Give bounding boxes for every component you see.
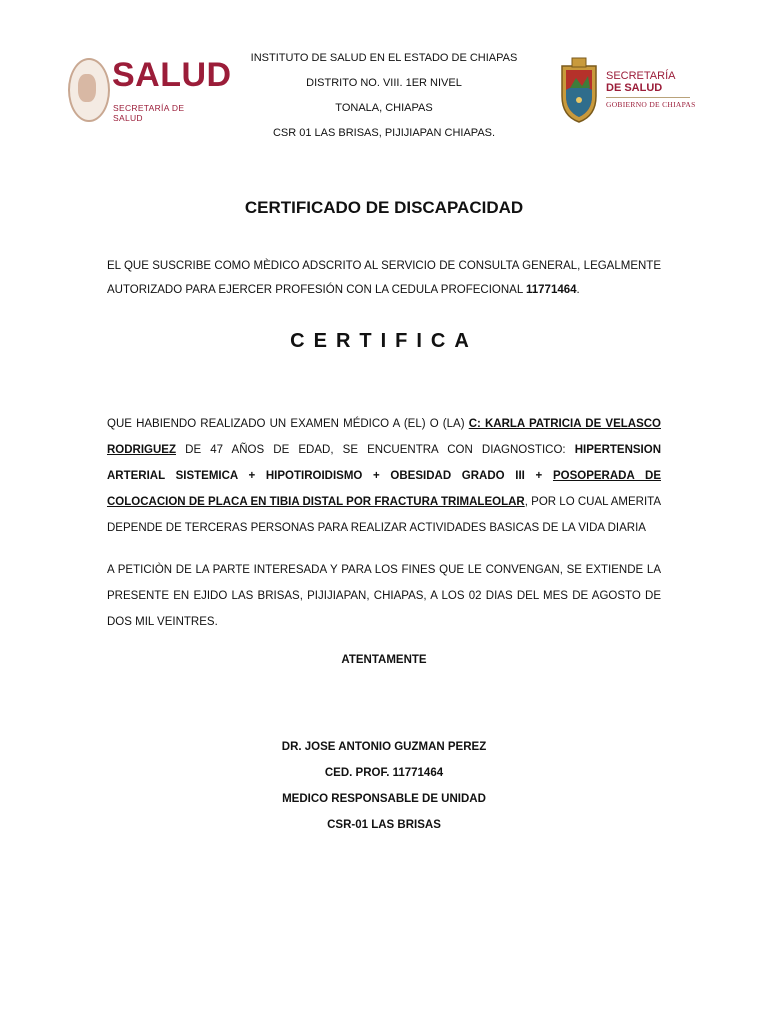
surgery-text: POSOPERADA DE COLOCACION DE PLACA EN TIBIA DISTAL POR FRACTURA TRIMALEOLAR (107, 470, 661, 508)
chiapas-shield-icon (558, 56, 600, 124)
diagnosis-text: HIPERTENSION ARTERIAL SISTEMICA + HIPOTIROIDISMO + OBESIDAD GRADO III + (107, 444, 661, 482)
chiapas-logo-line2: DE SALUD (606, 82, 663, 94)
intro-text: EL QUE SUSCRIBE COMO MÈDICO ADSCRITO AL SERVICIO DE CONSULTA GENERAL, LEGALMENTE AUTORIZADO PARA EJERCER PROFESIÓN CON LA CEDULA PROFECIONAL (107, 260, 661, 296)
diagnosis-paragraph (107, 411, 661, 541)
para1-text-3: , POR LO CUAL AMERITA DEPENDE DE TERCERAS PERSONAS PARA REALIZAR ACTIVIDADES BASICAS DE LA VIDA DIARIA (107, 496, 661, 534)
signature-block (0, 734, 768, 838)
intro-end: . (576, 284, 580, 296)
header-line-center: CSR 01 LAS BRISAS, PIJIJIAPAN CHIAPAS. (272, 127, 496, 139)
patient-name: C: KARLA PATRICIA DE VELASCO RODRIGUEZ (107, 418, 661, 456)
document-title: CERTIFICADO DE DISCAPACIDAD (244, 198, 524, 217)
para1-text-2: DE 47 AÑOS DE EDAD, SE ENCUENTRA CON DIAGNOSTICO: (176, 444, 575, 456)
signer-unit: CSR-01 LAS BRISAS (327, 819, 441, 831)
header-line-city: TONALA, CHIAPAS (335, 102, 433, 114)
request-paragraph: A PETICIÒN DE LA PARTE INTERESADA Y PARA LOS FINES QUE LE CONVENGAN, SE EXTIENDE LA PRESENTE EN EJIDO LAS BRISAS, PIJIJIAPAN, CHIAPAS, A LOS 02 DIAS DEL MES DE AGOSTO DE DOS MIL VEINTRES. (107, 564, 661, 628)
salud-logo (68, 56, 232, 123)
chiapas-logo-line1: SECRETARÍA (606, 70, 676, 82)
header-line-district: DISTRITO NO. VIII. 1ER NIVEL (306, 77, 462, 89)
chiapas-logo (558, 56, 698, 126)
institution-header (210, 46, 558, 146)
chiapas-logo-line3: GOBIERNO DE CHIAPAS (606, 100, 696, 109)
salud-logo-subtitle: SECRETARÍA DE SALUD (113, 103, 185, 123)
signer-role: MEDICO RESPONSABLE DE UNIDAD (282, 793, 486, 805)
signer-cedula: CED. PROF. 11771464 (324, 767, 444, 779)
intro-cedula: 11771464 (526, 284, 577, 296)
salud-logo-word: SALUD (112, 56, 232, 94)
closing-text: ATENTAMENTE (341, 654, 427, 666)
para1-text-1: QUE HABIENDO REALIZADO UN EXAMEN MÉDICO A (EL) O (LA) (107, 418, 469, 430)
mexico-seal-icon (68, 58, 110, 122)
signer-name: DR. JOSE ANTONIO GUZMAN PEREZ (281, 741, 487, 753)
certifica-heading: CERTIFICA (290, 330, 478, 352)
chiapas-logo-divider (606, 97, 690, 98)
intro-paragraph (107, 254, 661, 302)
header-line-institute: INSTITUTO DE SALUD EN EL ESTADO DE CHIAPAS (250, 52, 518, 64)
